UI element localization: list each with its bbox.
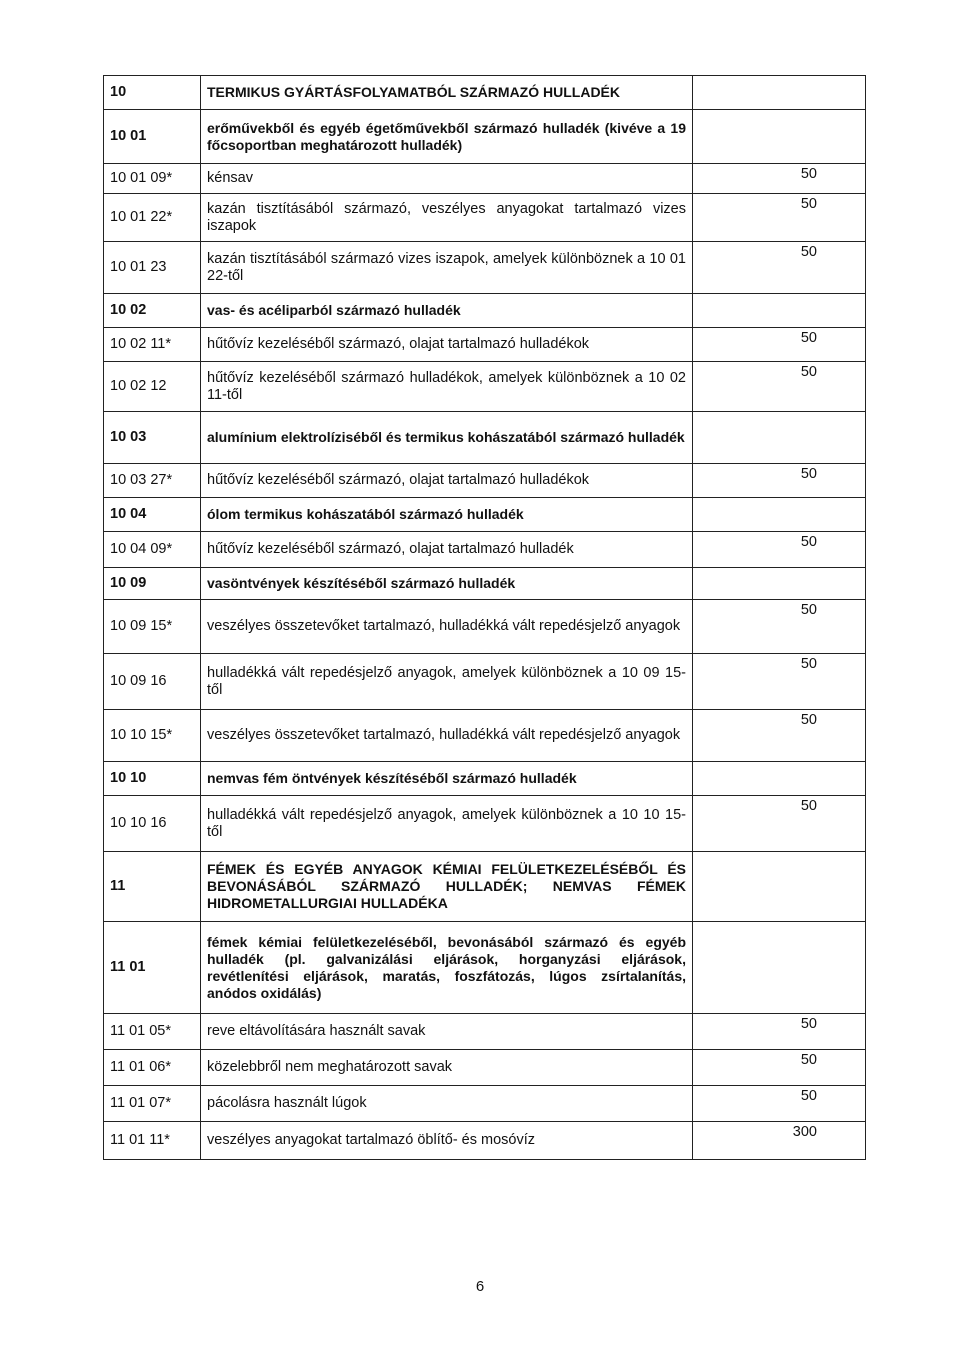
- table-row: [104, 194, 866, 242]
- waste-code-cell: 11 01 11*: [104, 1122, 201, 1160]
- description-cell: nemvas fém öntvények készítéséből származó hulladék: [201, 762, 693, 796]
- table-row: [104, 412, 866, 464]
- description-cell: FÉMEK ÉS EGYÉB ANYAGOK KÉMIAI FELÜLETKEZELÉSÉBŐL ÉS BEVONÁSÁBÓL SZÁRMAZÓ HULLADÉK; NEMVAS FÉMEK HIDROMETALLURGIAI HULLADÉKA: [201, 852, 693, 922]
- amount-cell: [693, 294, 866, 328]
- amount-cell: 50: [693, 194, 866, 242]
- waste-code-cell: 10 02 11*: [104, 328, 201, 362]
- waste-code-cell: 10 03 27*: [104, 464, 201, 498]
- description-cell: kazán tisztításából származó, veszélyes anyagokat tartalmazó vizes iszapok: [201, 194, 693, 242]
- table-row: [104, 362, 866, 412]
- table-row: [104, 532, 866, 568]
- waste-code-cell: 10 10: [104, 762, 201, 796]
- table-row: [104, 328, 866, 362]
- waste-code-cell: 10 02 12: [104, 362, 201, 412]
- amount-cell: [693, 76, 866, 110]
- amount-cell: 50: [693, 328, 866, 362]
- table-row: [104, 600, 866, 654]
- amount-cell: 300: [693, 1122, 866, 1160]
- waste-code-table: [103, 75, 866, 1160]
- table-row: [104, 164, 866, 194]
- amount-cell: [693, 762, 866, 796]
- waste-code-cell: 11 01 05*: [104, 1014, 201, 1050]
- table-row: [104, 762, 866, 796]
- waste-code-cell: 11 01: [104, 922, 201, 1014]
- table-row: [104, 1122, 866, 1160]
- description-cell: alumínium elektrolíziséből és termikus kohászatából származó hulladék: [201, 412, 693, 464]
- table-row: [104, 710, 866, 762]
- description-cell: közelebbről nem meghatározott savak: [201, 1050, 693, 1086]
- description-cell: vasöntvények készítéséből származó hulladék: [201, 568, 693, 600]
- table-row: [104, 110, 866, 164]
- amount-cell: 50: [693, 654, 866, 710]
- table-row: [104, 1014, 866, 1050]
- waste-code-cell: 10 01 09*: [104, 164, 201, 194]
- waste-code-cell: 10 10 16: [104, 796, 201, 852]
- description-cell: veszélyes anyagokat tartalmazó öblítő- és mosóvíz: [201, 1122, 693, 1160]
- table-row: [104, 242, 866, 294]
- waste-code-cell: 10 01: [104, 110, 201, 164]
- table-row: [104, 922, 866, 1014]
- description-cell: reve eltávolítására használt savak: [201, 1014, 693, 1050]
- waste-code-cell: 10 09 15*: [104, 600, 201, 654]
- description-cell: hűtővíz kezeléséből származó hulladékok, amelyek különböznek a 10 02 11-től: [201, 362, 693, 412]
- description-cell: hűtővíz kezeléséből származó, olajat tartalmazó hulladék: [201, 532, 693, 568]
- waste-code-cell: 10: [104, 76, 201, 110]
- waste-code-cell: 10 02: [104, 294, 201, 328]
- table-row: [104, 76, 866, 110]
- amount-cell: 50: [693, 796, 866, 852]
- amount-cell: 50: [693, 362, 866, 412]
- description-cell: hulladékká vált repedésjelző anyagok, amelyek különböznek a 10 10 15-től: [201, 796, 693, 852]
- description-cell: erőművekből és egyéb égetőművekből származó hulladék (kivéve a 19 főcsoportban meghatározott hulladék): [201, 110, 693, 164]
- description-cell: ólom termikus kohászatából származó hulladék: [201, 498, 693, 532]
- waste-code-cell: 10 03: [104, 412, 201, 464]
- table-row: [104, 568, 866, 600]
- waste-code-table-body: [104, 76, 866, 1160]
- table-row: [104, 464, 866, 498]
- amount-cell: 50: [693, 1050, 866, 1086]
- waste-code-cell: 10 09 16: [104, 654, 201, 710]
- amount-cell: [693, 498, 866, 532]
- description-cell: TERMIKUS GYÁRTÁSFOLYAMATBÓL SZÁRMAZÓ HULLADÉK: [201, 76, 693, 110]
- page-number: 6: [475, 1278, 485, 1295]
- amount-cell: [693, 852, 866, 922]
- amount-cell: 50: [693, 1014, 866, 1050]
- waste-code-cell: 11: [104, 852, 201, 922]
- amount-cell: [693, 412, 866, 464]
- description-cell: kénsav: [201, 164, 693, 194]
- amount-cell: [693, 568, 866, 600]
- waste-code-cell: 10 09: [104, 568, 201, 600]
- description-cell: hűtővíz kezeléséből származó, olajat tartalmazó hulladékok: [201, 464, 693, 498]
- amount-cell: 50: [693, 710, 866, 762]
- table-row: [104, 1086, 866, 1122]
- amount-cell: 50: [693, 600, 866, 654]
- table-row: [104, 796, 866, 852]
- amount-cell: 50: [693, 532, 866, 568]
- waste-code-cell: 10 10 15*: [104, 710, 201, 762]
- table-row: [104, 1050, 866, 1086]
- description-cell: kazán tisztításából származó vizes iszapok, amelyek különböznek a 10 01 22-től: [201, 242, 693, 294]
- waste-code-cell: 11 01 06*: [104, 1050, 201, 1086]
- amount-cell: 50: [693, 1086, 866, 1122]
- amount-cell: [693, 110, 866, 164]
- table-row: [104, 654, 866, 710]
- amount-cell: 50: [693, 164, 866, 194]
- waste-code-cell: 10 01 23: [104, 242, 201, 294]
- table-row: [104, 852, 866, 922]
- table-row: [104, 498, 866, 532]
- description-cell: veszélyes összetevőket tartalmazó, hulladékká vált repedésjelző anyagok: [201, 710, 693, 762]
- description-cell: pácolásra használt lúgok: [201, 1086, 693, 1122]
- amount-cell: 50: [693, 242, 866, 294]
- table-row: [104, 294, 866, 328]
- waste-code-cell: 10 01 22*: [104, 194, 201, 242]
- description-cell: vas- és acéliparból származó hulladék: [201, 294, 693, 328]
- waste-code-cell: 11 01 07*: [104, 1086, 201, 1122]
- waste-code-cell: 10 04 09*: [104, 532, 201, 568]
- description-cell: hulladékká vált repedésjelző anyagok, amelyek különböznek a 10 09 15-től: [201, 654, 693, 710]
- description-cell: fémek kémiai felületkezeléséből, bevonásából származó és egyéb hulladék (pl. galvanizálási eljárások, horganyzási eljárások, revétlenítési eljárások, maratás, foszfátozás, lúgos zsírtalanítás, anódos oxidálás): [201, 922, 693, 1014]
- description-cell: hűtővíz kezeléséből származó, olajat tartalmazó hulladékok: [201, 328, 693, 362]
- waste-code-cell: 10 04: [104, 498, 201, 532]
- amount-cell: 50: [693, 464, 866, 498]
- amount-cell: [693, 922, 866, 1014]
- description-cell: veszélyes összetevőket tartalmazó, hulladékká vált repedésjelző anyagok: [201, 600, 693, 654]
